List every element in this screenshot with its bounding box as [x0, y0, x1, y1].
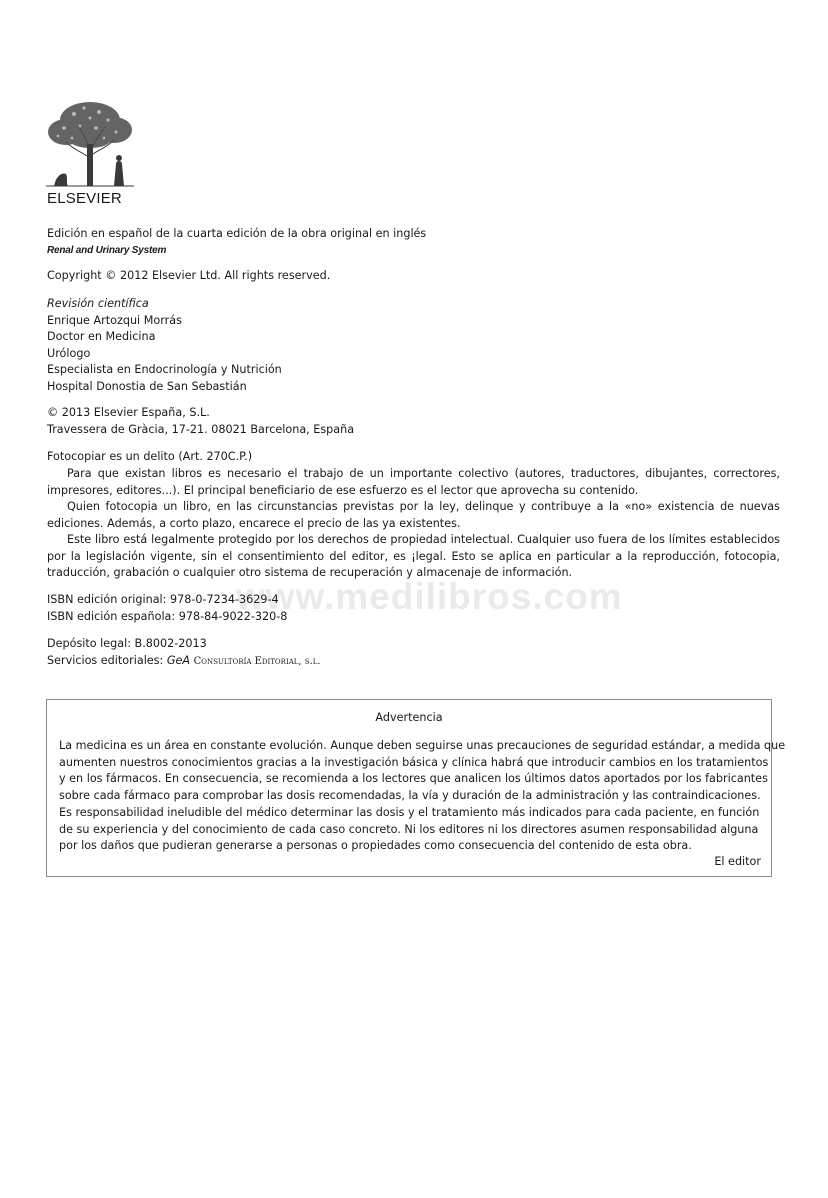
legal-paragraph: Para que existan libros es necesario el trabajo de un importante colectivo (autores, traductores, dibujantes, correctores, impresores, editores...). El principal beneficiario de ese esfuerzo es el lector que aprovecha su contenido.: [47, 467, 780, 497]
warning-line: La medicina es un área en constante evolución. Aunque deben seguirse unas precauciones de seguridad estándar, a medida que: [59, 739, 786, 752]
publisher-name: ELSEVIER: [47, 190, 122, 207]
legal-notice-heading: Fotocopiar es un delito (Art. 270C.P.): [47, 450, 253, 463]
editorial-services: [47, 653, 321, 671]
editorial-company-rest: Consultoría Editorial, s.l.: [193, 655, 321, 667]
reviewer-line: Hospital Donostia de San Sebastián: [47, 379, 247, 393]
isbn-block: [47, 592, 287, 625]
edition-block: [47, 226, 426, 259]
copyright-original: Copyright © 2012 Elsevier Ltd. All rights reserved.: [47, 269, 331, 282]
scientific-review-heading: Revisión científica: [47, 297, 149, 310]
legal-deposit: Depósito legal: B.8002-2013: [47, 637, 207, 650]
copyright-spanish-block: [47, 405, 354, 438]
warning-line: sobre cada fármaco para comprobar las dosis recomendadas, la vía y duración de la administración y las contraindicaciones.: [59, 789, 761, 803]
copyright-spanish-line: © 2013 Elsevier España, S.L.: [47, 406, 210, 419]
edition-line: Edición en español de la cuarta edición de la obra original en inglés: [47, 227, 427, 240]
elsevier-tree-logo-icon: [44, 98, 136, 188]
isbn-original: ISBN edición original: 978-0-7234-3629-4: [47, 593, 279, 606]
warning-title: Advertencia: [375, 711, 443, 724]
legal-paragraph: Quien fotocopia un libro, en las circunstancias previstas por la ley, delinque y contribuye a la «no» existencia de nuevas ediciones. Además, a corto plazo, encarece el precio de las ya existentes.: [47, 500, 780, 530]
warning-line: aumenten nuestros conocimientos gracias a la investigación básica y clínica habrá que introducir cambios en los tratamientos: [59, 755, 769, 769]
warning-line: por los daños que pudieran generarse a personas o propiedades como consecuencia del contenido de esta obra.: [59, 839, 692, 853]
legal-notice-body: [47, 466, 780, 582]
legal-paragraph: Este libro está legalmente protegido por los derechos de propiedad intelectual. Cualquier uso fuera de los límites establecidos por la legislación vigente, sin el consentimiento del editor, es ¡legal. Esto se aplica en particular a la reproducción, fotocopia, traducción, grabación o cualquier otro sistema de recuperación y almacenaje de información.: [47, 533, 780, 579]
warning-line: Es responsabilidad ineludible del médico determinar las dosis y el tratamiento más indicados para cada paciente, en función: [59, 805, 760, 819]
original-title: Renal and Urinary System: [47, 244, 167, 256]
warning-box: [46, 699, 786, 877]
editorial-services-label: Servicios editoriales:: [47, 653, 167, 667]
reviewer-line: Doctor en Medicina: [47, 330, 156, 344]
warning-line: de su experiencia y del conocimiento de cada caso concreto. Ni los editores ni los directores asumen responsabilidad alguna: [59, 822, 759, 836]
isbn-spanish: ISBN edición española: 978-84-9022-320-8: [47, 609, 288, 623]
legal-deposit-block: [47, 636, 321, 670]
scientific-review-block: [47, 296, 282, 396]
editorial-company: GeA: [166, 653, 191, 667]
reviewer-line: Enrique Artozqui Morrás: [47, 313, 182, 327]
watermark: www.medilibros.com: [236, 576, 623, 617]
warning-line: y en los fármacos. En consecuencia, se recomienda a los lectores que analicen los últimos datos aportados por los fabricantes: [59, 772, 768, 786]
warning-body: [59, 738, 786, 855]
address-line: Travessera de Gràcia, 17-21. 08021 Barcelona, España: [47, 422, 355, 436]
reviewer-line: Urólogo: [47, 346, 91, 360]
warning-signature: El editor: [714, 855, 761, 868]
reviewer-line: Especialista en Endocrinología y Nutrición: [47, 363, 282, 377]
